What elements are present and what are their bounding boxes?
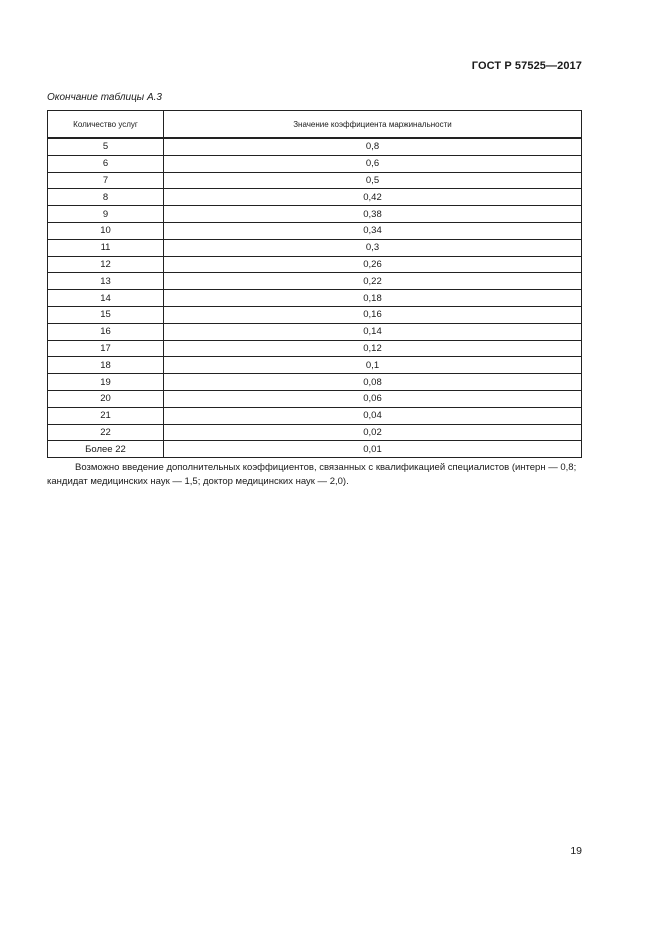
cell-coefficient: 0,22 xyxy=(164,273,582,290)
column-header-coefficient: Значение коэффициента маржинальности xyxy=(164,111,582,139)
table-note: Возможно введение дополнительных коэффициентов, связанных с квалификацией специалистов (интерн — 0,8; кандидат медицинских наук — 1,5; доктор медицинских наук — 2,0). xyxy=(47,462,577,487)
table-row xyxy=(48,222,582,239)
standard-code: ГОСТ Р 57525—2017 xyxy=(471,60,582,72)
cell-coefficient: 0,3 xyxy=(164,239,582,256)
cell-services-count: 19 xyxy=(48,374,164,391)
cell-coefficient: 0,8 xyxy=(164,138,582,155)
table-row xyxy=(48,424,582,441)
coefficient-table xyxy=(47,110,582,458)
cell-coefficient: 0,42 xyxy=(164,189,582,206)
cell-coefficient: 0,1 xyxy=(164,357,582,374)
cell-services-count: 18 xyxy=(48,357,164,374)
cell-services-count: 12 xyxy=(48,256,164,273)
cell-coefficient: 0,01 xyxy=(164,441,582,458)
table-row xyxy=(48,239,582,256)
cell-coefficient: 0,34 xyxy=(164,222,582,239)
cell-services-count: 5 xyxy=(48,138,164,155)
table-caption: Окончание таблицы А.3 xyxy=(47,92,162,103)
table-row xyxy=(48,340,582,357)
cell-coefficient: 0,5 xyxy=(164,172,582,189)
cell-services-count: 6 xyxy=(48,155,164,172)
cell-coefficient: 0,18 xyxy=(164,290,582,307)
table-row xyxy=(48,273,582,290)
cell-services-count: 8 xyxy=(48,189,164,206)
cell-coefficient: 0,12 xyxy=(164,340,582,357)
cell-services-count: 9 xyxy=(48,206,164,223)
cell-services-count: 7 xyxy=(48,172,164,189)
table-row xyxy=(48,306,582,323)
table-row xyxy=(48,206,582,223)
cell-services-count: 16 xyxy=(48,323,164,340)
cell-services-count: 21 xyxy=(48,407,164,424)
cell-services-count: 15 xyxy=(48,306,164,323)
table-row xyxy=(48,323,582,340)
cell-coefficient: 0,14 xyxy=(164,323,582,340)
cell-coefficient: 0,6 xyxy=(164,155,582,172)
cell-coefficient: 0,08 xyxy=(164,374,582,391)
table-row xyxy=(48,357,582,374)
cell-coefficient: 0,26 xyxy=(164,256,582,273)
table-row xyxy=(48,407,582,424)
cell-coefficient: 0,02 xyxy=(164,424,582,441)
cell-services-count: 22 xyxy=(48,424,164,441)
cell-coefficient: 0,16 xyxy=(164,306,582,323)
table-row xyxy=(48,172,582,189)
table-row xyxy=(48,138,582,155)
table-header-row xyxy=(48,111,582,139)
table-row xyxy=(48,189,582,206)
table-body xyxy=(48,138,582,458)
column-header-services-count: Количество услуг xyxy=(48,111,164,139)
cell-services-count: 11 xyxy=(48,239,164,256)
cell-services-count: 10 xyxy=(48,222,164,239)
table-row xyxy=(48,256,582,273)
cell-services-count: 13 xyxy=(48,273,164,290)
table-row xyxy=(48,374,582,391)
cell-services-count: 20 xyxy=(48,390,164,407)
cell-coefficient: 0,38 xyxy=(164,206,582,223)
cell-coefficient: 0,04 xyxy=(164,407,582,424)
table-row xyxy=(48,390,582,407)
cell-services-count: 17 xyxy=(48,340,164,357)
table-row xyxy=(48,441,582,458)
table-row xyxy=(48,290,582,307)
cell-services-count: 14 xyxy=(48,290,164,307)
cell-coefficient: 0,06 xyxy=(164,390,582,407)
cell-services-count: Более 22 xyxy=(48,441,164,458)
page-number: 19 xyxy=(570,845,582,857)
table-row xyxy=(48,155,582,172)
